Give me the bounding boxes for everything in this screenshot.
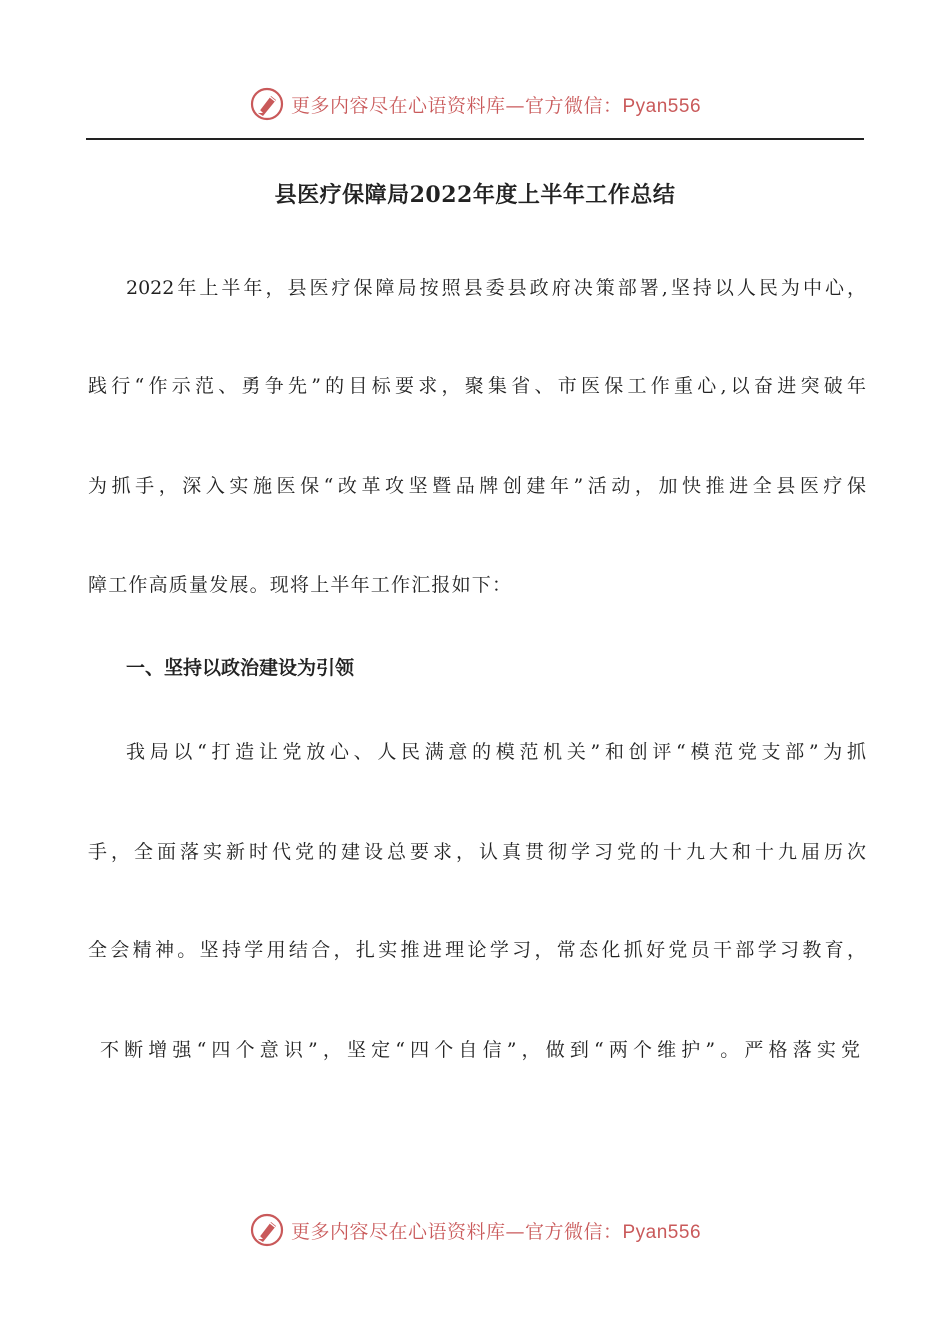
section-1-heading: 一、坚持以政治建设为引领 — [126, 657, 355, 679]
paragraph-2-line-2: 手，全面落实新时代党的建设总要求，认真贯彻学习党的十九大和十九届历次 — [88, 841, 866, 863]
wechat-id: Pyan556 — [622, 95, 702, 117]
paragraph-1-line-2: 践行“作示范、勇争先”的目标要求，聚集省、市医保工作重心,以奋进突破年 — [88, 375, 866, 397]
header-divider — [86, 138, 864, 140]
paragraph-1-line-4: 障工作高质量发展。现将上半年工作汇报如下： — [88, 574, 513, 596]
document-title: 县医疗保障局2022年度上半年工作总结 — [274, 182, 676, 208]
watermark-text: 更多内容尽在心语资料库—官方微信：Pyan556 — [290, 1220, 702, 1243]
paragraph-2-line-1: 我局以“打造让党放心、人民满意的模范机关”和创评“模范党支部”为抓 — [126, 741, 866, 763]
header-watermark — [0, 82, 950, 126]
pen-logo-icon — [249, 86, 285, 122]
paragraph-2-line-4: 不断增强“四个意识”，坚定“四个自信”，做到“两个维护”。严格落实党 — [100, 1039, 860, 1061]
watermark-text: 更多内容尽在心语资料库—官方微信：Pyan556 — [290, 94, 702, 117]
paragraph-2-line-3: 全会精神。坚持学用结合，扎实推进理论学习，常态化抓好党员干部学习教育， — [88, 939, 866, 961]
paragraph-1-line-3: 为抓手，深入实施医保“改革攻坚暨品牌创建年”活动，加快推进全县医疗保 — [88, 475, 866, 497]
pen-logo-icon — [249, 1212, 285, 1248]
wechat-id: Pyan556 — [622, 1221, 702, 1243]
paragraph-1-line-1: 2022年上半年，县医疗保障局按照县委县政府决策部署,坚持以人民为中心， — [126, 277, 866, 299]
footer-watermark — [0, 1208, 950, 1252]
